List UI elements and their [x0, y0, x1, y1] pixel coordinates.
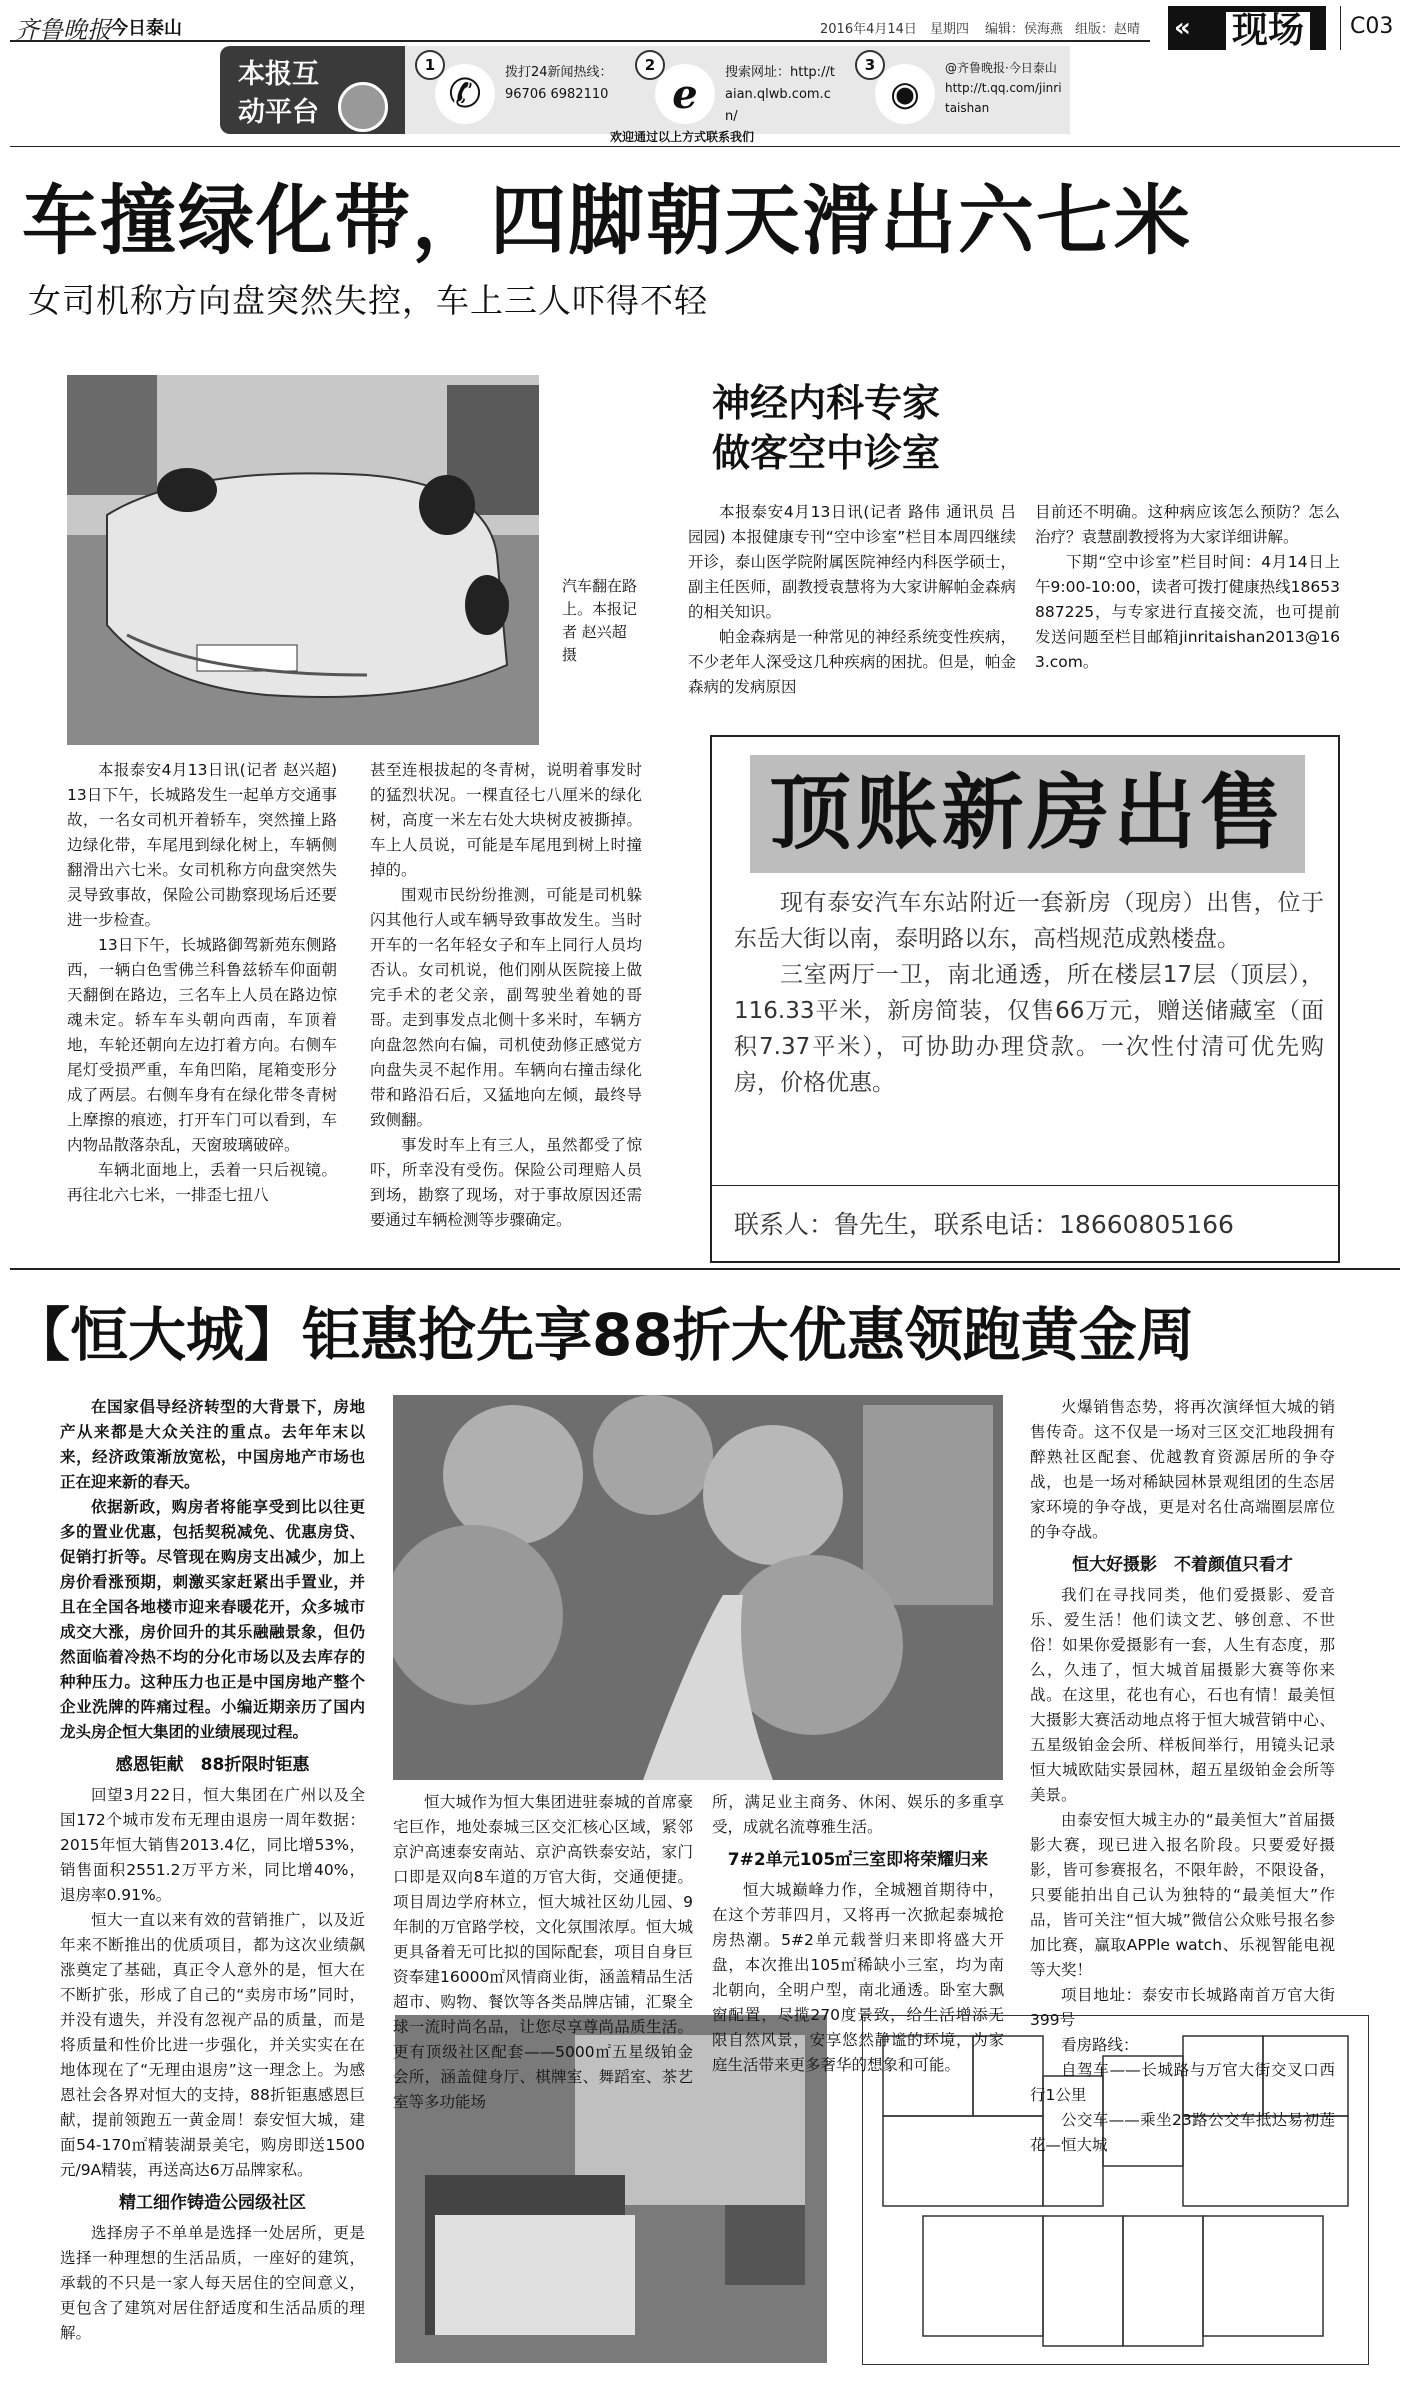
platform-items [405, 46, 1070, 134]
body-paragraph: 甚至连根拔起的冬青树，说明着事发时的猛烈状况。一棵直径七八厘米的绿化树，高度一米左右处大块树皮被撕掉。车上人员说，可能是车尾甩到树上时撞掉的。 [370, 761, 642, 879]
body-paragraph: 目前还不明确。这种病应该怎么预防？怎么治疗？袁慧副教授将为大家详细讲解。 [1035, 503, 1340, 546]
body-paragraph: 所，满足业主商务、休闲、娱乐的多重享受，成就名流尊雅生活。 [712, 1793, 1004, 1836]
section-name: 现场 [1226, 12, 1310, 50]
article3-col3 [712, 1790, 1004, 2078]
article3-headline: 【恒大城】钜惠抢先享88折大优惠领跑黄金周 [12, 1301, 1195, 1369]
editor-credit: 编辑：侯海燕 [985, 22, 1064, 37]
article1-headline: 车撞绿化带，四脚朝天滑出六七米 [22, 176, 1192, 265]
number-badge: 1 [415, 50, 445, 80]
platform-item [415, 50, 625, 130]
weibo-icon: ◉ [875, 64, 935, 124]
double-chevron-icon: « [1174, 13, 1191, 43]
paper-name: 齐鲁晚报 [15, 16, 111, 44]
platform-item [635, 50, 845, 130]
body-paragraph: 恒大城巅峰力作，全城翘首期待中，在这个芳菲四月，又将再一次掀起泰城抢房热潮。5#2单元载誉归来即将盛大开盘，本次推出105㎡稀缺小三室，均为南北朝向，全明户型，南北通透。卧室大飘窗配置，尽揽270度景致，给生活增添无限自然风景，安享悠然静谧的环境，为家庭生活带来更多奢华的想象和可能。 [712, 1881, 1004, 2074]
body-paragraph: 恒大城作为恒大集团进驻泰城的首席豪宅巨作，地处泰城三区交汇核心区域，紧邻京沪高速泰安南站、京沪高铁泰安站，家门口即是双向8车道的万官大街，交通便捷。项目周边学府林立，恒大城社区幼儿园、9年制的万官路学校，文化氛围浓厚。恒大城更具备着无可比拟的国际配套，项目自身巨资奉建16000㎡风情商业街，涵盖精品生活超市、购物、餐饮等各类品牌店铺，汇聚全球一流时尚名品，让您尽享尊尚品质生活。更有顶级社区配套——5000㎡五星级铂金会所，涵盖健身厅、棋牌室、舞蹈室、茶艺室等多功能场 [393, 1793, 693, 2111]
platform-title-line1: 本报互 [238, 59, 319, 90]
globe-icon [338, 82, 388, 132]
number-badge: 3 [855, 50, 885, 80]
platform-item [855, 50, 1065, 130]
car-illustration [67, 375, 539, 745]
body-paragraph: 由泰安恒大城主办的“最美恒大”首届摄影大赛，现已进入报名阶段。只要爱好摄影，皆可参赛报名，不限年龄，不限设备，只要能拍出自己认为独特的“最美恒大”作品，皆可关注“恒大城”微信公众账号报名参加比赛，赢取APPle watch、乐视智能电视等大奖！ [1030, 1811, 1335, 1979]
article1-subheadline: 女司机称方向盘突然失控，车上三人吓得不轻 [28, 281, 708, 320]
ie-browser-icon: e [655, 64, 715, 124]
body-paragraph: 围观市民纷纷推测，可能是司机躲闪其他行人或车辆导致事故发生。当时开车的一名年轻女子和车上同行人员均否认。女司机说，他们刚从医院接上做完手术的老父亲，副驾驶坐着她的哥哥。走到事发点北侧十多米时，车辆方向盘忽然向右偏，司机使劲修正感觉方向盘失灵不起作用。车辆向右撞击绿化带和路沿石后，又猛地向左倾，最终导致侧翻。 [370, 886, 642, 1129]
article3-col1 [60, 1395, 365, 2346]
section-subhead: 感恩钜献 88折限时钜惠 [115, 1755, 310, 1775]
section-subhead: 精工细作铸造公园级社区 [119, 2193, 306, 2213]
body-paragraph: 恒大一直以来有效的营销推广，以及近年来不断推出的优质项目，都为这次业绩飙涨奠定了基础，真正令人意外的是，恒大在不断扩张，形成了自己的“卖房市场”同时，并没有遗失，并没有忽视产品的质量，而是将质量和性价比进一步强化，并关实实在在地体现在了“无理由退房”这一理念上。为感恩社会各界对恒大的支持，88折钜惠感恩巨献，提前领跑五一黄金周！泰安恒大城，建面54-170㎡精装湖景美宅，购房即送1500元/9A精装，再送高达6万品牌家私。 [60, 1911, 365, 2179]
section-subhead: 7#2单元105㎡三室即将荣耀归来 [727, 1850, 989, 1870]
headline-line: 神经内科专家 [712, 381, 941, 425]
layout-credit: 组版：赵晴 [1075, 22, 1141, 37]
body-paragraph: 在国家倡导经济转型的大背景下，房地产从来都是大众关注的重点。去年年末以来，经济政策渐放宽松，中国房地产市场也正在迎来新的春天。 [60, 1398, 365, 1491]
article2-headline [712, 378, 940, 478]
photo-caption: 汽车翻在路上。本报记者 赵兴超 摄 [562, 577, 638, 664]
body-paragraph: 选择房子不单单是选择一处居所，更是选择一种理想的生活品质，一座好的建筑，承载的不只是一家人每天居住的空间意义，更包含了建筑对居住舒适度和生活品质的理解。 [60, 2224, 365, 2342]
article2-col2 [1035, 500, 1340, 675]
number-badge: 2 [635, 50, 665, 80]
route-item: 公交车——乘坐23路公交车抵达易初莲花—恒大城 [1030, 2111, 1335, 2154]
weibo-text[interactable]: @齐鲁晚报·今日泰山 http://t.qq.com/jinritaishan [945, 61, 1062, 115]
garden-walkway-photo [393, 1395, 1003, 1780]
page-number: C03 [1350, 14, 1394, 39]
issue-weekday: 星期四 [930, 22, 970, 37]
body-paragraph: 项目地址：泰安市长城路南首万官大街399号 [1030, 1986, 1335, 2029]
ad-contact: 联系人：鲁先生，联系电话：18660805166 [734, 1210, 1234, 1239]
body-paragraph: 帕金森病是一种常见的神经系统变性疾病，不少老年人深受这几种疾病的困扰。但是，帕金森病的发病原因 [688, 628, 1016, 696]
website-text[interactable]: 搜索网址：http://taian.qlwb.com.cn/ [725, 65, 835, 124]
route-item: 自驾车——长城路与万官大街交叉口西行1公里 [1030, 2061, 1335, 2104]
body-paragraph: 依据新政，购房者将能享受到比以往更多的置业优惠，包括契税减免、优惠房贷、促销打折等。尽管现在购房支出减少，加上房价看涨预期，刺激买家赶紧出手置业，并且在全国各地楼市迎来春暖花开，众多城市成交大涨，房价回升的其乐融融景象，但仍然面临着冷热不均的分化市场以及去库存的种种压力。这种压力也正是中国房地产整个企业洗牌的阵痛过程。小编近期亲历了国内龙头房企恒大集团的业绩展现过程。 [60, 1498, 365, 1741]
ad-paragraph: 现有泰安汽车东站附近一套新房（现房）出售，位于东岳大街以南，泰明路以东，高档规范成熟楼盘。 [734, 890, 1324, 952]
property-ad [710, 735, 1340, 1263]
body-paragraph: 本报泰安4月13日讯(记者 路伟 通讯员 吕园园) 本报健康专刊“空中诊室”栏目本周四继续开诊，泰山医学院附属医院神经内科医学硕士，副主任医师，副教授袁慧将为大家讲解帕金森病的相关知识。 [688, 503, 1016, 621]
body-paragraph: 下期“空中诊室”栏目时间：4月14日上午9:00-10:00，读者可拨打健康热线18653887225，与专家进行直接交流，也可提前发送问题至栏目邮箱jinritaishan2013@163.com。 [1035, 553, 1340, 671]
issue-date: 2016年4月14日 [820, 22, 917, 37]
phone-icon: ✆ [435, 64, 495, 124]
route-title: 看房路线： [1061, 2036, 1139, 2054]
body-paragraph: 火爆销售态势，将再次演绎恒大城的销售传奇。这不仅是一场对三区交汇地段拥有醉熟社区配套、优越教育资源居所的争夺战，也是一场对稀缺园林景观组团的生态居家环境的争夺战，更是对名仕高端圈层席位的争夺战。 [1030, 1398, 1335, 1541]
article1-col2 [370, 758, 642, 1233]
garden-illustration [393, 1395, 1003, 1780]
platform-title-box [220, 46, 405, 134]
body-paragraph: 13日下午，长城路御驾新苑东侧路西，一辆白色雪佛兰科鲁兹轿车仰面朝天翻倒在路边，三名车上人员在路边惊魂未定。轿车车头朝向西南，车顶着地，车轮还朝向左边打着方向。右侧车尾灯受损严重，车角凹陷，尾箱变形分成了两层。右侧车身有在绿化带冬青树上摩擦的痕迹，打开车门可以看到，车内物品散落杂乱，天窗玻璃破碎。 [67, 936, 337, 1154]
article1-col1 [67, 758, 337, 1208]
ad-body [734, 885, 1324, 1101]
hotline-text: 拨打24新闻热线：96706 6982110 [505, 65, 613, 102]
headline-line: 做客空中诊室 [712, 431, 941, 475]
body-paragraph: 回望3月22日，恒大集团在广州以及全国172个城市发布无理由退房一周年数据：2015年恒大销售2013.4亿，同比增53%，销售面积2551.2万平方米，同比增40%，退房率0.91%。 [60, 1786, 365, 1904]
article2-col1 [688, 500, 1016, 700]
platform-title-line2: 动平台 [238, 97, 319, 128]
body-paragraph: 事发时车上有三人，虽然都受了惊吓，所幸没有受伤。保险公司理赔人员到场，勘察了现场，对于事故原因还需要通过车辆检测等步骤确定。 [370, 1136, 642, 1229]
edition-label: 今日泰山 [110, 18, 182, 39]
article3-col2 [393, 1790, 693, 2115]
section-subhead: 恒大好摄影 不着颜值只看才 [1072, 1555, 1293, 1575]
article3-col4 [1030, 1395, 1335, 2158]
body-paragraph: 车辆北面地上，丢着一只后视镜。再往北六七米，一排歪七扭八 [67, 1161, 337, 1204]
overturned-car-photo [67, 375, 539, 745]
body-paragraph: 我们在寻找同类，他们爱摄影、爱音乐、爱生活！他们读文艺、够创意、不世俗！如果你爱摄影有一套，人生有态度，那么，久违了，恒大城首届摄影大赛等你来战。在这里，花也有心，石也有情！最美恒大摄影大赛活动地点将于恒大城营销中心、五星级铂金会所、样板间举行，用镜头记录恒大城欧陆实景园林，超五星级铂金会所等美景。 [1030, 1586, 1335, 1804]
ad-title: 顶账新房出售 [750, 755, 1305, 873]
ad-paragraph: 三室两厅一卫，南北通透，所在楼层17层（顶层），116.33平米，新房简装，仅售66万元，赠送储藏室（面积7.37平米），可协助办理贷款。一次性付清可优先购房，价格优惠。 [734, 962, 1324, 1096]
interactive-platform [220, 46, 1070, 144]
body-paragraph: 本报泰安4月13日讯(记者 赵兴超) 13日下午，长城路发生一起单方交通事故，一名女司机开着轿车，突然撞上路边绿化带，车尾甩到绿化树上，车辆侧翻滑出六七米。女司机称方向盘突然失灵导致事故，保险公司勘察现场后还要进一步检查。 [67, 761, 337, 929]
platform-footer: 欢迎通过以上方式联系我们 [610, 130, 755, 144]
